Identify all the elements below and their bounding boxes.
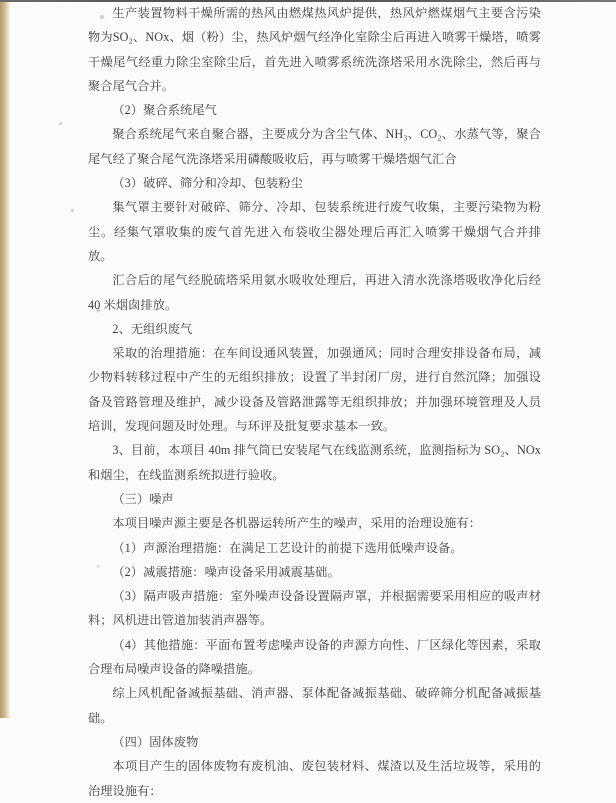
paragraph: （三）噪声 [112, 491, 174, 506]
paragraph: （4）其他措施：平面布置考虑噪声设备的声源方向性、厂区绿化等因素，采取合理布局噪声设备的降噪措施。 [88, 637, 541, 677]
paragraph: （2）减震措施：噪声设备采用减震基础。 [112, 564, 340, 579]
paragraph: （2）聚合系统尾气 [112, 103, 217, 118]
paragraph: 3、目前，本项目 40m 排气筒已安装尾气在线监测系统，监测指标为 SO₂、NOx 和烟尘，在线监测系统拟进行验收。 [88, 443, 541, 482]
paragraph: （3）隔声吸声措施：室外噪声设备设置隔声罩，并根据需要采用相应的吸声材料；风机进出管道加装消声器等。 [88, 589, 541, 628]
page-binding-edge [0, 0, 11, 718]
paragraph: 本项目噪声源主要是各机器运转所产生的噪声，采用的治理设施有： [112, 516, 482, 531]
paragraph: （四）固体废物 [112, 734, 199, 749]
paragraph: （3）破碎、筛分和冷却、包装粉尘 [112, 176, 303, 191]
paragraph: （1）声源治理措施：在满足工艺设计的前提下选用低噪声设备。 [112, 540, 463, 555]
paragraph: 2、无组织废气 [112, 321, 193, 336]
paragraph: 本项目产生的固体废物有废机油、废包装材料、煤渣以及生活垃圾等，采用的治理设施有： [88, 759, 541, 798]
scan-speck [71, 209, 74, 212]
paragraph: 聚合系统尾气来自聚合器，主要成分为含尘气体、NH₃、CO₂、水蒸气等，聚合尾气经了聚合尾气洗涤塔采用磷酸吸收后，再与喷雾干燥塔烟气汇合 [88, 127, 541, 166]
document-text [88, 1, 541, 803]
paragraph: 综上风机配备减振基础、消声器、泵体配备减振基础、破碎筛分机配备减振基础。 [88, 686, 541, 725]
scan-speck [59, 122, 62, 125]
paragraph: 采取的治理措施：在车间设通风装置，加强通风；同时合理安排设备布局，减少物料转移过程中产生的无组织排放；设置了半封闭厂房，进行自然沉降；加强设备及管路管理及维护，减少设备及管路泄露等无组织排放；并加强环境管理及人员培训，发现问题及时处理。与环评及批复要求基本一致。 [88, 346, 541, 434]
paragraph: 汇合后的尾气经脱硫塔采用氨水吸收处理后，再进入清水洗涤塔吸收净化后经 40 米烟囱排放。 [88, 273, 541, 312]
paragraph: 生产装置物料干燥所需的热风由燃煤热风炉提供，热风炉燃煤烟气主要含污染物为SO₂、NOx、烟（粉）尘，热风炉烟气经净化室除尘后再进入喷雾干燥塔，喷雾干燥尾气经重力除尘室除尘后，首先进入喷雾系统洗涤塔采用水洗除尘，然后再与聚合尾气合并。 [88, 6, 541, 93]
paragraph: 集气罩主要针对破碎、筛分、冷却、包装系统进行废气收集，主要污染物为粉尘。经集气罩收集的废气首先进入布袋收尘器处理后再汇入喷雾干燥烟气合并排放。 [88, 200, 541, 263]
